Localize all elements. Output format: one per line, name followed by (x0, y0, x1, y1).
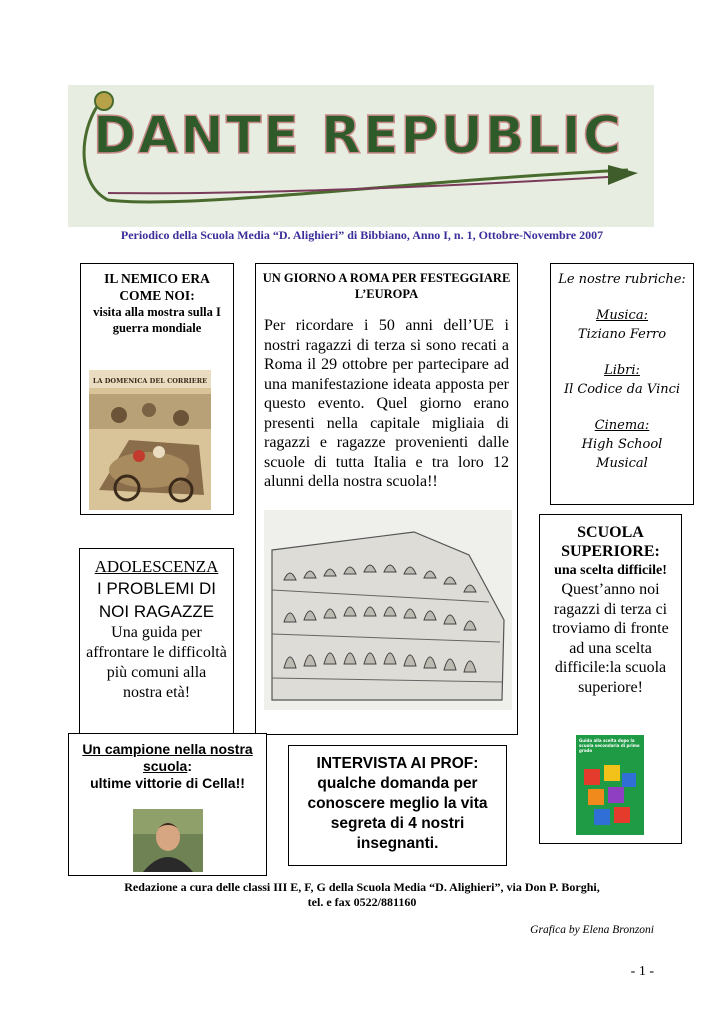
rubriche-title: Le nostre rubriche: (558, 272, 686, 287)
article-campione-colon: : (187, 758, 193, 774)
article-scuola-title: SCUOLA SUPERIORE: (561, 524, 660, 560)
guidebook-title: Guida alla scelta dopo la scuola secondaria di primo grado (579, 738, 640, 753)
article-campione-heading (69, 741, 266, 792)
rubriche-box (550, 263, 694, 505)
article-campione-subtitle: ultime vittorie di Cella!! (90, 775, 245, 791)
colosseum-drawing (264, 510, 512, 710)
campione-photo (133, 809, 203, 872)
guidebook-cover-image (576, 735, 644, 835)
article-adolescenza-subtitle: I PROBLEMI DI NOI RAGAZZE (96, 579, 217, 621)
article-intervista (288, 745, 507, 866)
page-number: - 1 - (630, 964, 654, 979)
article-campione-title: Un campione nella nostra scuola (82, 741, 253, 774)
article-scuola-body: Quest’anno noi ragazzi di terza ci troviamo di fronte ad una scelta difficile:la scuola superiore! (552, 581, 669, 696)
article-adolescenza-body: Una guida per affrontare le difficoltà più comuni alla nostra età! (86, 624, 227, 701)
domenica-masthead-text: LA DOMENICA DEL CORRIERE (92, 377, 208, 385)
article-roma-body: Per ricordare i 50 anni dell’UE i nostri ragazzi di terza si sono recati a Roma il 29 ottobre per partecipare ad una manifestazione ideata apposta per questo evento. Quel giorno erano presenti nella capitale migliaia di ragazzi e ragazze provenienti dalle scuole di tutta Italia e tra loro 12 alunni della nostra scuola!! (264, 317, 509, 490)
article-scuola-subtitle: una scelta difficile! (554, 563, 667, 578)
redazione-line1: Redazione a cura delle classi III E, F, G della Scuola Media “D. Alighieri”, via Don P. Borghi, (124, 880, 600, 894)
newspaper-subtitle: Periodico della Scuola Media “D. Alighieri” di Bibbiano, Anno I, n. 1, Ottobre-Novembre 2007 (120, 228, 604, 242)
redazione-info (40, 880, 684, 910)
rubrica-label-libri: Libri: (604, 363, 640, 378)
article-adolescenza (79, 548, 234, 738)
article-nemico-subtitle: visita alla mostra sulla I guerra mondiale (93, 305, 221, 335)
rubrica-value-cinema: High School Musical (581, 437, 663, 471)
article-nemico-title: IL NEMICO ERA COME NOI: (104, 271, 210, 303)
redazione-line2: tel. e fax 0522/881160 (307, 895, 417, 909)
article-roma-title: UN GIORNO A ROMA PER FESTEGGIARE L’EUROPA (262, 271, 511, 301)
rubrica-value-libri: Il Codice da Vinci (563, 382, 681, 397)
masthead-logo (68, 85, 654, 227)
rubrica-value-musica: Tiziano Ferro (577, 327, 667, 342)
logo-text: DANTE REPUBLIC (92, 106, 624, 166)
grafica-credit: Grafica by Elena Bronzoni (530, 924, 654, 936)
article-adolescenza-title: ADOLESCENZA (94, 557, 219, 576)
article-intervista-text: INTERVISTA AI PROF: qualche domanda per conoscere meglio la vita segreta di 4 nostri insegnanti. (307, 755, 488, 852)
rubrica-label-cinema: Cinema: (594, 418, 650, 433)
domenica-del-corriere-image (89, 370, 211, 510)
rubrica-label-musica: Musica: (596, 308, 648, 323)
